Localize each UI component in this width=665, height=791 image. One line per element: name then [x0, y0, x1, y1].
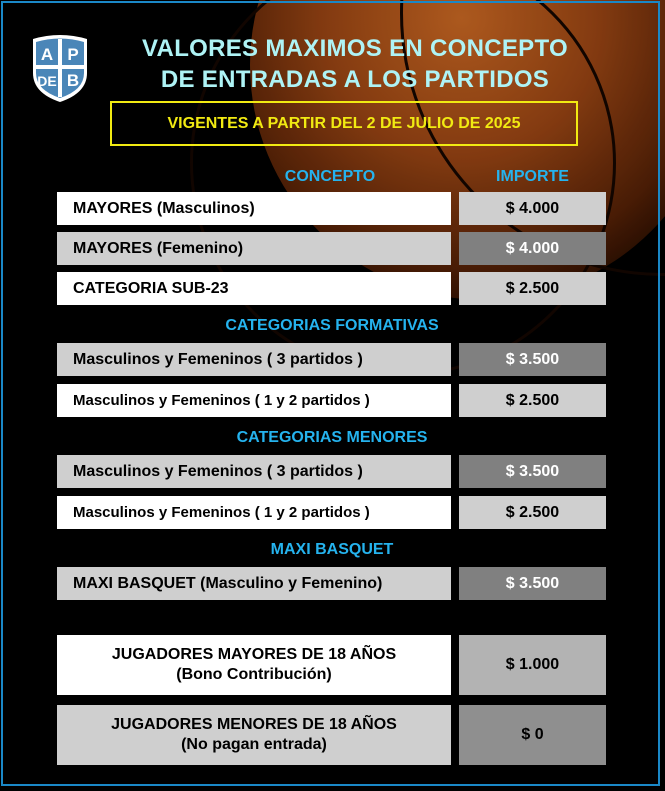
row-value-maxi: $ 3.500: [459, 567, 606, 600]
row-value-formativas-12: $ 2.500: [459, 384, 606, 417]
row-value-formativas-3: $ 3.500: [459, 343, 606, 376]
row-label-maxi: MAXI BASQUET (Masculino y Femenino): [57, 567, 451, 600]
jugadores-mayores-line2: (Bono Contribución): [176, 666, 332, 683]
section-title-menores: CATEGORIAS MENORES: [236, 429, 428, 446]
row-value-mayores-femenino: $ 4.000: [459, 232, 606, 265]
page-title: [100, 33, 610, 95]
row-label-sub23: CATEGORIA SUB-23: [57, 272, 451, 305]
row-label-mayores-masculinos: MAYORES (Masculinos): [57, 192, 451, 225]
row-value-mayores-masculinos: $ 4.000: [459, 192, 606, 225]
row-label-formativas-3: Masculinos y Femeninos ( 3 partidos ): [57, 343, 451, 376]
row-label-jugadores-menores: [57, 705, 451, 765]
header-concept: CONCEPTO: [284, 168, 376, 185]
section-title-formativas: CATEGORIAS FORMATIVAS: [225, 317, 439, 334]
row-label-menores-3: Masculinos y Femeninos ( 3 partidos ): [57, 455, 451, 488]
logo-letter: A: [40, 45, 54, 64]
row-label-formativas-12: Masculinos y Femeninos ( 1 y 2 partidos ): [57, 384, 451, 417]
row-value-jugadores-mayores: $ 1.000: [459, 635, 606, 695]
row-value-menores-3: $ 3.500: [459, 455, 606, 488]
logo-letter: P: [67, 45, 79, 64]
header-amount: IMPORTE: [496, 168, 569, 185]
title-line-2: DE ENTRADAS A LOS PARTIDOS: [160, 66, 550, 93]
validity-banner: VIGENTES A PARTIR DEL 2 DE JULIO DE 2025: [110, 101, 578, 146]
jugadores-mayores-line1: JUGADORES MAYORES DE 18 AÑOS: [111, 646, 397, 663]
apdeb-shield-logo: [30, 33, 90, 103]
row-label-menores-12: Masculinos y Femeninos ( 1 y 2 partidos ): [57, 496, 451, 529]
logo-letter: DE: [37, 73, 57, 89]
row-value-jugadores-menores: $ 0: [459, 705, 606, 765]
section-title-maxi: MAXI BASQUET: [270, 541, 394, 558]
row-label-jugadores-mayores: [57, 635, 451, 695]
title-line-1: VALORES MAXIMOS EN CONCEPTO: [142, 35, 568, 62]
row-value-sub23: $ 2.500: [459, 272, 606, 305]
row-label-mayores-femenino: MAYORES (Femenino): [57, 232, 451, 265]
row-value-menores-12: $ 2.500: [459, 496, 606, 529]
logo-letter: B: [66, 71, 80, 90]
jugadores-menores-line2: (No pagan entrada): [181, 736, 327, 753]
jugadores-menores-line1: JUGADORES MENORES DE 18 AÑOS: [111, 716, 397, 733]
